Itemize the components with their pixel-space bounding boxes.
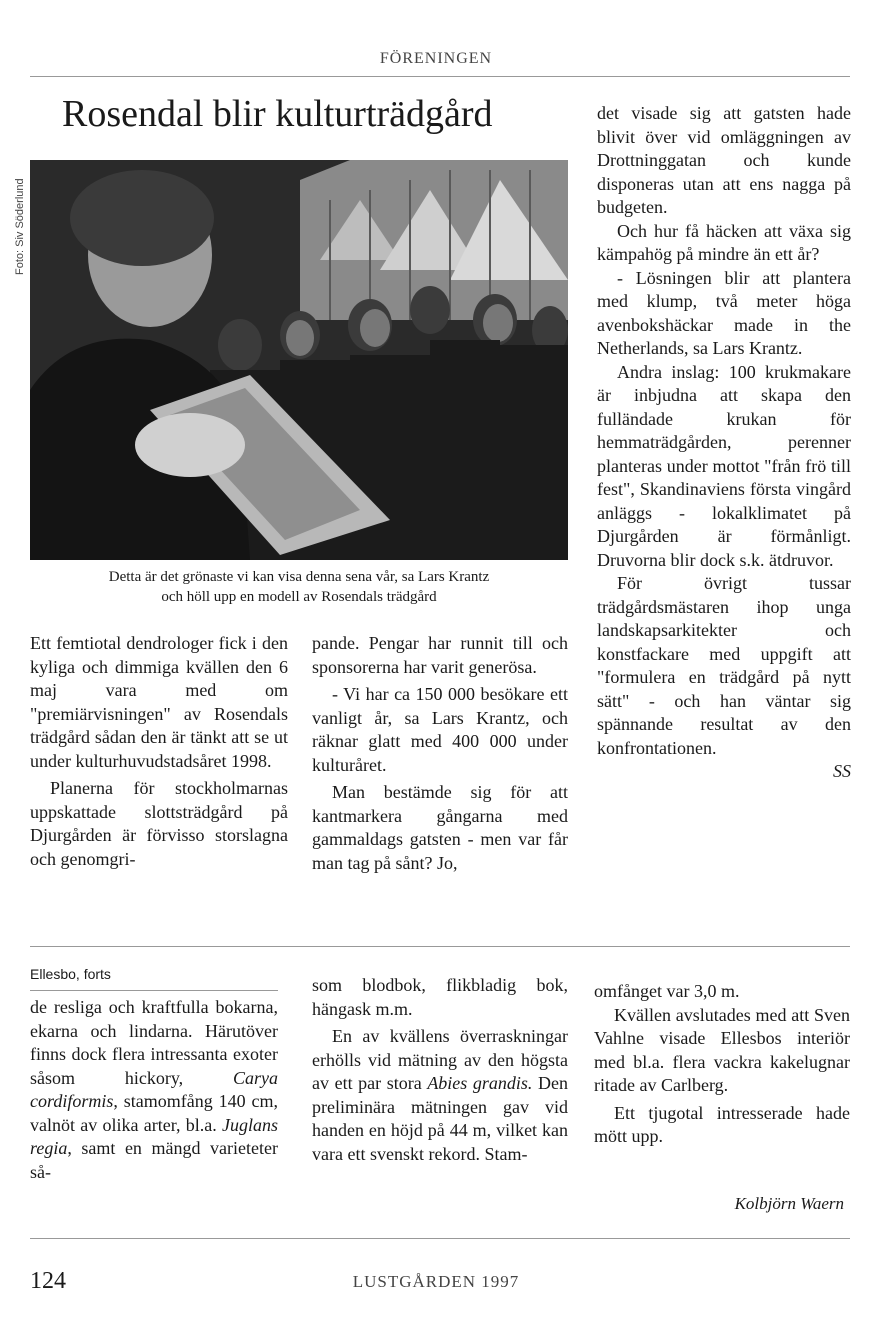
paragraph: Andra inslag: 100 krukmakare är inbjudna att skapa den fulländade krukan för hemmaträdgården, perenner planteras under mottot "från frö till fest", Skandinaviens första vingård anläggs - lokalklimatet på Djurgården är förmånligt. Druvorna blir dock s.k. ätdruvor. xyxy=(597,361,851,570)
paragraph: Ett femtiotal dendrologer fick i den kyliga och dimmiga kvällen den 6 maj vara med om "premiärvisningen" av Rosendals trädgård sådan den är tänkt att se ut under kulturhuvudstadsåret 1998. xyxy=(30,633,288,771)
paragraph: Planerna för stockholmarnas uppskattade slottsträdgård på Djurgården är förvisso storslagna och genomgri- xyxy=(30,778,288,869)
paragraph: pande. Pengar har runnit till och sponsorerna har varit generösa. xyxy=(312,633,568,677)
paragraph-text: För övrigt tussar trädgårdsmästaren ihop unga landskapsarkitekter och konstfackare med uppgift att "formulera en trädgård på nytt sätt" - och han väntar sig spännande resultat av den konfrontationen. xyxy=(597,573,851,758)
species-name: Abies grandis. xyxy=(427,1073,533,1093)
text-run: , stamomfång 140 cm, valnöt av olika arter, bl.a. xyxy=(30,1091,278,1135)
caption-line-2: och höll upp en modell av Rosendals trädgård xyxy=(161,589,437,605)
paragraph: omfånget var 3,0 m. xyxy=(594,981,740,1001)
paragraph: Och hur få häcken att växa sig kämpahög på mindre än ett år? xyxy=(597,220,851,264)
paragraph: som blodbok, flikbladig bok, hängask m.m. xyxy=(312,975,568,1019)
continuation-label: Ellesbo, forts xyxy=(30,966,111,982)
text-run: Den preliminära mätningen gav vid handen en höjd på 44 m, vilket kan vara ett svenskt rekord. Stam- xyxy=(312,1073,568,1164)
text-run: de resliga och kraftfulla bokarna, ekarna och lindarna. Härutöver finns dock flera intressanta exoter såsom hickory, xyxy=(30,997,278,1088)
ellesbo-column-1 xyxy=(30,996,278,1184)
paragraph: Man bestämde sig för att kantmarkera gångarna med gammaldags gatsten - men var får man tag på sånt? Jo, xyxy=(312,782,568,873)
article-column-middle xyxy=(312,632,568,875)
journal-name: LUSTGÅRDEN 1997 xyxy=(352,1272,520,1291)
page-number: 124 xyxy=(30,1268,66,1294)
section-rule xyxy=(30,946,850,947)
paragraph: Ett tjugotal intresserade hade mött upp. xyxy=(594,1102,850,1146)
text-run: , samt en mängd varieteter så- xyxy=(30,1138,278,1182)
paragraph xyxy=(597,572,851,784)
text-run: En av kvällens överraskningar erhölls vid mätning av den högsta av ett par stora xyxy=(312,1026,568,1093)
species-name: Carya cordiformis xyxy=(30,1067,278,1111)
signature: SS xyxy=(833,761,851,781)
photo-illustration xyxy=(30,160,568,560)
article-title: Rosendal blir kulturträdgård xyxy=(62,93,493,135)
ellesbo-column-3 xyxy=(594,980,850,1149)
paragraph: - Lösningen blir att plantera med klump, två meter höga avenbokshäckar made in the Netherlands, sa Lars Krantz. xyxy=(597,267,851,358)
article-column-left xyxy=(30,632,288,871)
article-column-right xyxy=(597,102,851,784)
species-name: Juglans regia xyxy=(30,1114,278,1158)
article-photo xyxy=(30,160,568,560)
paragraph: Kvällen avslutades med att Sven Vahlne visade Ellesbos interiör med bl.a. flera vackra kakelugnar ritade av Carlberg. xyxy=(594,1004,850,1095)
footer-rule xyxy=(30,1238,850,1239)
section-label: FÖRENINGEN xyxy=(379,50,493,67)
author-signature: Kolbjörn Waern xyxy=(734,1194,844,1213)
paragraph: det visade sig att gatsten hade blivit över vid omläggningen av Drottninggatan och kunde disponeras utan att ens nagga på budgeten. xyxy=(597,103,851,217)
photo-caption xyxy=(30,567,568,607)
caption-line-1: Detta är det grönaste vi kan visa denna sena vår, sa Lars Krantz xyxy=(108,569,490,585)
paragraph xyxy=(30,996,278,1184)
ellesbo-column-2 xyxy=(312,974,568,1166)
paragraph xyxy=(312,1025,568,1166)
label-rule xyxy=(30,990,278,991)
top-rule xyxy=(30,76,850,77)
photo-credit: Foto: Siv Söderlund xyxy=(14,178,26,275)
paragraph: - Vi har ca 150 000 besökare ett vanligt år, sa Lars Krantz, och räknar glatt med 400 000 under kulturåret. xyxy=(312,684,568,775)
